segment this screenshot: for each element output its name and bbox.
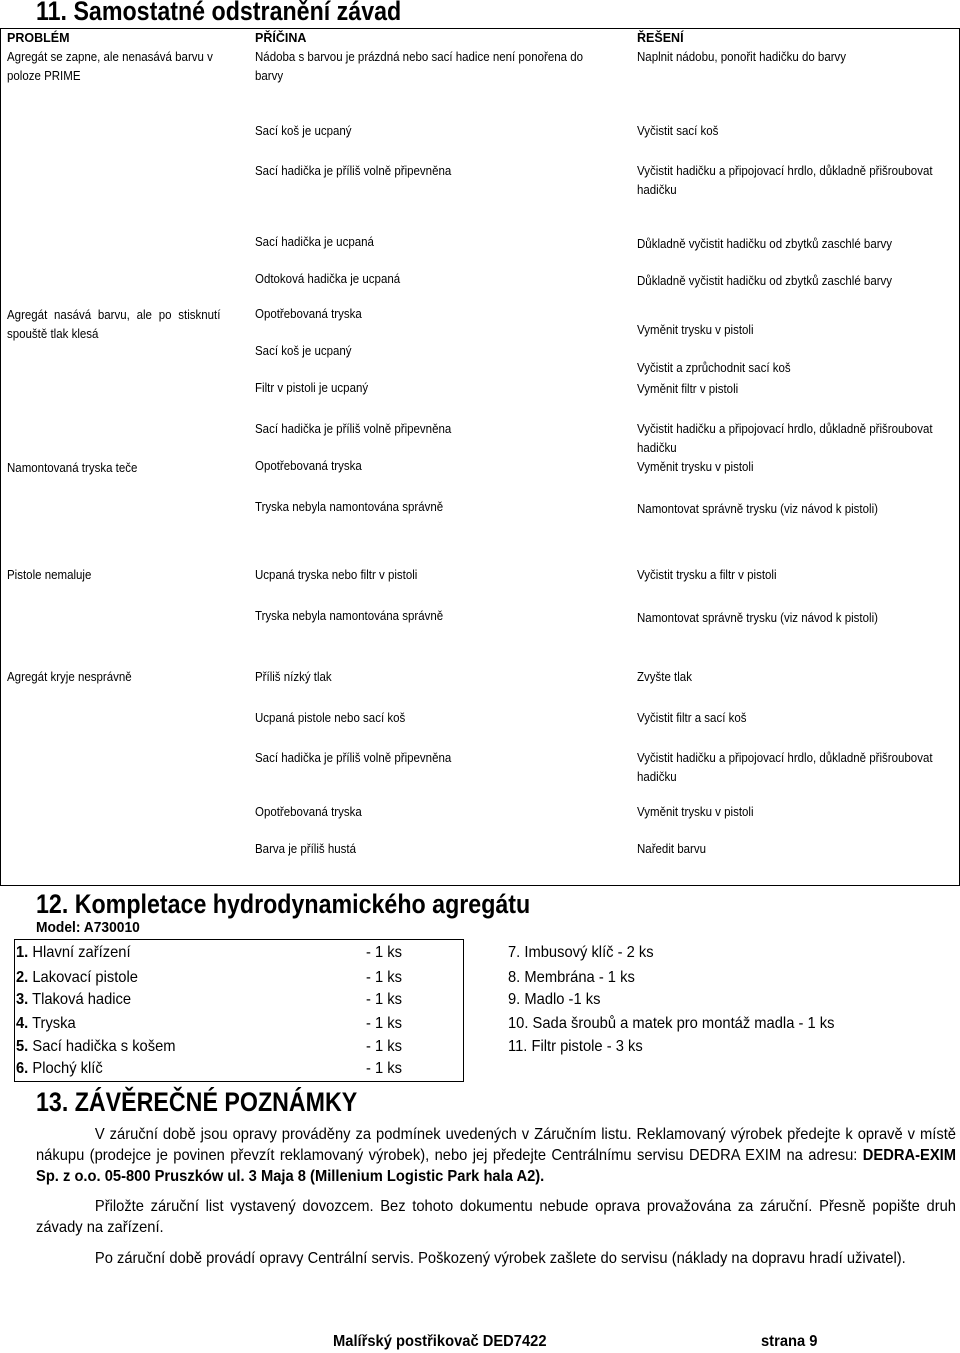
part-num: 2. xyxy=(16,969,29,986)
solution-18: Naředit barvu xyxy=(637,842,707,856)
cause-5: Odtoková hadička je ucpaná xyxy=(255,272,401,286)
problem-5: Agregát kryje nesprávně xyxy=(7,670,132,684)
table-bottom-border xyxy=(0,885,960,886)
notes-paragraph-1 xyxy=(36,1124,956,1187)
cause-16: Sací hadička je příliš volně připevněna xyxy=(255,751,452,765)
part-qty: - 1 ks xyxy=(366,944,402,961)
cause-13: Tryska nebyla namontována správně xyxy=(255,609,444,623)
solution-14: Zvyšte tlak xyxy=(637,670,692,684)
part-name: Lakovací pistole xyxy=(32,969,138,986)
cause-2: Sací koš je ucpaný xyxy=(255,124,352,138)
solution-4: Důkladně vyčistit hadičku od zbytků zaschlé barvy xyxy=(637,237,893,251)
cause-3: Sací hadička je příliš volně připevněna xyxy=(255,164,452,178)
solution-6: Vyměnit trysku v pistoli xyxy=(637,323,754,337)
part-name: Tlaková hadice xyxy=(32,991,132,1008)
part-num: 6. xyxy=(16,1060,29,1077)
cause-11: Tryska nebyla namontována správně xyxy=(255,500,444,514)
part-name: Tryska xyxy=(32,1015,76,1032)
part-name: Hlavní zařízení xyxy=(32,944,131,961)
solution-13: Namontovat správně trysku (viz návod k pistoli) xyxy=(637,611,878,625)
solution-9: Vyčistit hadičku a připojovací hrdlo, důkladně přišroubovat hadičku xyxy=(637,422,933,455)
part-num: 1. xyxy=(16,944,29,961)
cause-10: Opotřebovaná tryska xyxy=(255,459,362,473)
section-12-title: 12. Kompletace hydrodynamického agregátu xyxy=(36,889,531,919)
part-num: 5. xyxy=(16,1038,29,1055)
cause-8: Filtr v pistoli je ucpaný xyxy=(255,381,369,395)
cause-6: Opotřebovaná tryska xyxy=(255,307,362,321)
part-num: 4. xyxy=(16,1015,29,1032)
cause-14: Příliš nízký tlak xyxy=(255,670,332,684)
cause-15: Ucpaná pistole nebo sací koš xyxy=(255,711,406,725)
part-row-6 xyxy=(16,1060,436,1082)
problem-3: Namontovaná tryska teče xyxy=(7,461,138,475)
cause-9: Sací hadička je příliš volně připevněna xyxy=(255,422,452,436)
part-row-9: 9. Madlo -1 ks xyxy=(508,991,601,1008)
section-11-title: 11. Samostatné odstranění závad xyxy=(36,0,402,26)
part-row-5 xyxy=(16,1038,436,1060)
part-row-7: 7. Imbusový klíč - 2 ks xyxy=(508,944,654,961)
solution-2: Vyčistit sací koš xyxy=(637,124,719,138)
solution-5: Důkladně vyčistit hadičku od zbytků zaschlé barvy xyxy=(637,274,893,288)
cause-4: Sací hadička je ucpaná xyxy=(255,235,374,249)
part-qty: - 1 ks xyxy=(366,1015,402,1032)
part-qty: - 1 ks xyxy=(366,969,402,986)
solution-17: Vyměnit trysku v pistoli xyxy=(637,805,754,819)
solution-15: Vyčistit filtr a sací koš xyxy=(637,711,747,725)
part-name: Plochý klíč xyxy=(32,1060,103,1077)
part-row-1 xyxy=(16,944,436,966)
table-top-border xyxy=(0,28,960,29)
notes-paragraph-1-text: V záruční době jsou opravy prováděny za podmínek uvedených v Záručním listu. Reklamovaný výrobek předejte k opravě v místě nákupu (prodejce je povinen převzít reklamovaný výrobek), nebo jej předejte Centrálnímu servisu DEDRA EXIM na adresu: xyxy=(36,1126,956,1164)
header-problem: PROBLÉM xyxy=(7,31,70,45)
part-row-8: 8. Membrána - 1 ks xyxy=(508,969,635,986)
part-row-4 xyxy=(16,1015,436,1037)
part-qty: - 1 ks xyxy=(366,1038,402,1055)
problem-4: Pistole nemaluje xyxy=(7,568,92,582)
solution-16: Vyčistit hadičku a připojovací hrdlo, důkladně přišroubovat hadičku xyxy=(637,751,933,784)
header-cause: PŘÍČINA xyxy=(255,31,307,45)
section-13-title: 13. ZÁVĚREČNÉ POZNÁMKY xyxy=(36,1087,358,1117)
part-qty: - 1 ks xyxy=(366,1060,402,1077)
notes-paragraph-2: Přiložte záruční list vystavený dovozcem. Bez tohoto dokumentu nebude oprava provažována za záruční. Přesně popište druh závady na zařízení. xyxy=(36,1198,956,1236)
part-row-2 xyxy=(16,969,436,991)
part-qty: - 1 ks xyxy=(366,991,402,1008)
solution-8: Vyměnit filtr v pistoli xyxy=(637,382,739,396)
solution-3: Vyčistit hadičku a připojovací hrdlo, důkladně přišroubovat hadičku xyxy=(637,164,933,197)
solution-10: Vyměnit trysku v pistoli xyxy=(637,460,754,474)
part-name: Sací hadička s košem xyxy=(32,1038,176,1055)
notes-paragraph-3: Po záruční době provádí opravy Centrální servis. Poškozený výrobek zašlete do servisu (náklady na dopravu hradí uživatel). xyxy=(94,1250,906,1267)
cause-7: Sací koš je ucpaný xyxy=(255,344,352,358)
footer-product: Malířský postřikovač DED7422 xyxy=(333,1333,547,1350)
cause-1: Nádoba s barvou je prázdná nebo sací hadice není ponořena do barvy xyxy=(255,50,583,83)
part-num: 3. xyxy=(16,991,29,1008)
footer-page-number: strana 9 xyxy=(761,1333,818,1350)
part-row-10: 10. Sada šroubů a matek pro montáž madla - 1 ks xyxy=(508,1015,835,1032)
cause-18: Barva je příliš hustá xyxy=(255,842,356,856)
problem-1: Agregát se zapne, ale nenasává barvu v poloze PRIME xyxy=(7,50,213,83)
part-row-11: 11. Filtr pistole - 3 ks xyxy=(508,1038,643,1055)
solution-11: Namontovat správně trysku (viz návod k pistoli) xyxy=(637,502,878,516)
solution-7: Vyčistit a zprůchodnit sací koš xyxy=(637,361,791,375)
table-left-border xyxy=(0,28,1,886)
solution-12: Vyčistit trysku a filtr v pistoli xyxy=(637,568,777,582)
cause-17: Opotřebovaná tryska xyxy=(255,805,362,819)
model-label: Model: A730010 xyxy=(36,919,140,936)
problem-2: Agregát nasává barvu, ale po stisknutí spouště tlak klesá xyxy=(7,308,221,341)
header-solution: ŘEŠENÍ xyxy=(637,31,684,45)
service-address: DEDRA-EXIM Sp. z o.o. 05-800 Pruszków ul. 3 Maja 8 (Millenium Logistic Park hala A2). xyxy=(36,1147,957,1185)
cause-12: Ucpaná tryska nebo filtr v pistoli xyxy=(255,568,418,582)
solution-1: Naplnit nádobu, ponořit hadičku do barvy xyxy=(637,50,847,64)
part-row-3 xyxy=(16,991,436,1013)
